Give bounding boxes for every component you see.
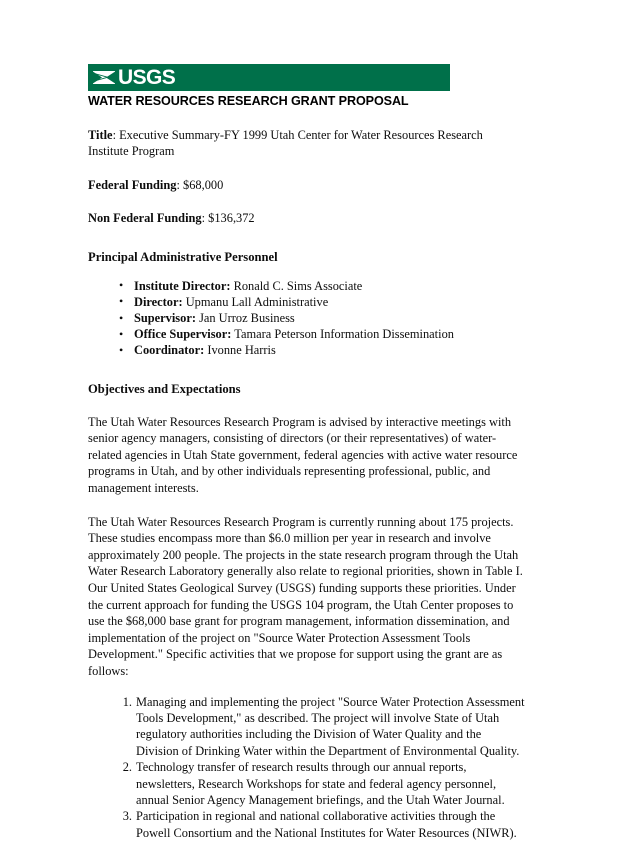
usgs-wave-mark-icon <box>93 69 115 86</box>
list-item: Technology transfer of research results through our annual reports, newsletters, Research Workshops for state and federal agency personnel, annual Senior Agency Management briefings, and the Utah Water Journal. <box>136 760 505 807</box>
list-item <box>134 310 525 326</box>
list-item <box>134 278 525 294</box>
usgs-wordmark: USGS <box>118 66 176 89</box>
activities-list <box>88 694 525 841</box>
personnel-name: Ronald C. Sims Associate <box>230 278 363 293</box>
field-title <box>88 127 525 160</box>
field-title-label: Title <box>88 128 113 142</box>
list-item: Managing and implementing the project "Source Water Protection Assessment Tools Development," as described. The project will involve State of Utah regulatory authorities including the Division of Water Quality and the Division of Drinking Water within the Department of Environmental Quality. <box>136 694 525 758</box>
personnel-name: Ivonne Harris <box>204 343 276 358</box>
personnel-name: Upmanu Lall Administrative <box>182 294 329 309</box>
personnel-list <box>88 278 525 359</box>
field-federal-funding <box>88 177 525 193</box>
field-title-separator: : <box>112 128 120 142</box>
page-title: WATER RESOURCES RESEARCH GRANT PROPOSAL <box>88 94 409 108</box>
objectives-paragraph-2: The Utah Water Resources Research Program is currently running about 175 projects. These studies encompass more than $6.0 million per year in research and involve approximately 200 people. The projects in the state research program through the Utah Water Research Laboratory generally also relate to regional priorities, shown in Table I. Our United States Geological Survey (USGS) funding supports these priorities. Under the current approach for funding the USGS 104 program, the Utah Center proposes to use the $68,000 base grant for program management, information dissemination, and implementation of the project on "Source Water Protection Assessment Tools Development." Specific activities that we propose for support using the grant are as follows: <box>88 514 523 678</box>
field-title-value: Executive Summary-FY 1999 Utah Center for Water Resources Research Institute Program <box>88 128 483 159</box>
personnel-role: Director: <box>134 294 183 309</box>
personnel-heading: Principal Administrative Personnel <box>88 249 278 264</box>
objectives-heading: Objectives and Expectations <box>88 381 241 396</box>
usgs-logo-banner <box>88 64 450 91</box>
list-item: Participation in regional and national collaborative activities through the Powell Consortium and the National Institutes for Water Resources (NIWR). <box>136 809 517 840</box>
personnel-role: Office Supervisor: <box>134 327 232 342</box>
personnel-name: Tamara Peterson Information Dissemination <box>231 327 454 342</box>
field-federal-funding-value: $68,000 <box>183 177 224 192</box>
list-item <box>134 326 525 342</box>
list-item <box>134 294 525 310</box>
personnel-role: Institute Director: <box>134 278 231 293</box>
field-non-federal-funding-label: Non Federal Funding <box>88 211 202 226</box>
objectives-paragraph-1: The Utah Water Resources Research Program is advised by interactive meetings with senior agency managers, consisting of directors (or their representatives) of water-related agencies in Utah State government, federal agencies with active water resource programs in Utah, and by other individuals representing professional, public, and management interests. <box>88 414 518 496</box>
personnel-role: Coordinator: <box>134 343 205 358</box>
field-non-federal-funding <box>88 210 525 226</box>
field-federal-funding-label: Federal Funding <box>88 177 177 192</box>
field-non-federal-funding-value: $136,372 <box>208 211 255 226</box>
field-federal-funding-separator: : <box>176 177 184 192</box>
personnel-name: Jan Urroz Business <box>195 311 295 326</box>
list-item <box>134 342 525 358</box>
personnel-role: Supervisor: <box>134 311 196 326</box>
field-non-federal-funding-separator: : <box>201 211 209 226</box>
